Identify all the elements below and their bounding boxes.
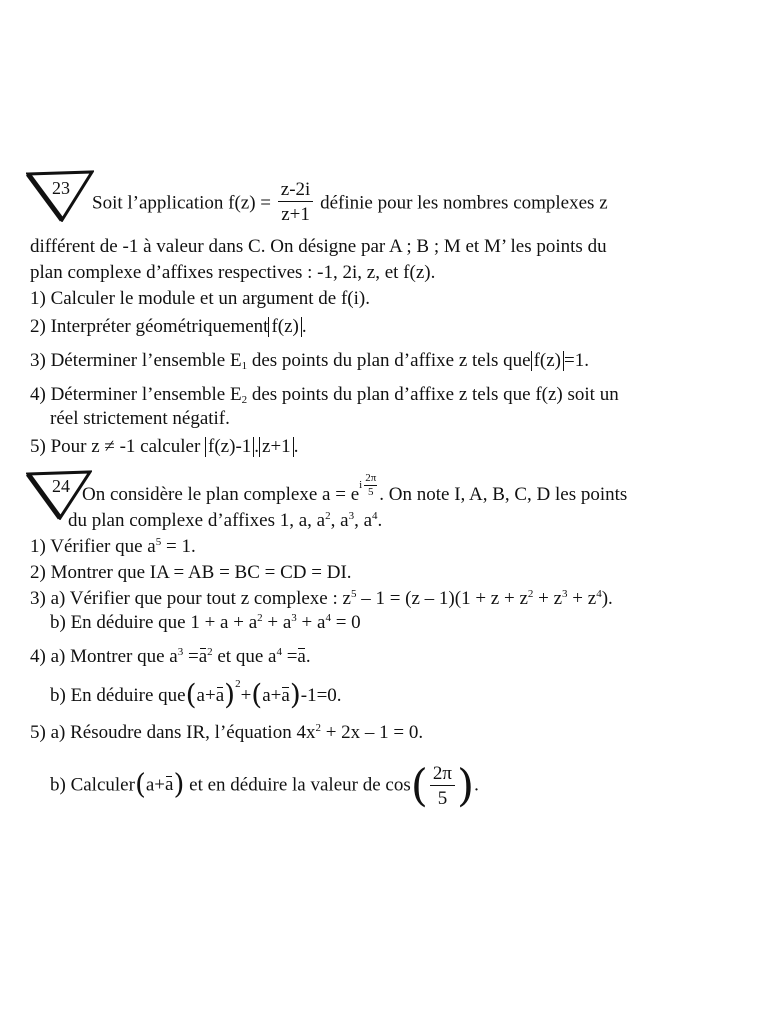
absolute-value: f(z)-1 [205, 437, 254, 457]
t: a+ [196, 685, 216, 706]
ex24-question-3a [30, 588, 613, 610]
t: ). [601, 588, 613, 609]
paren: ( [134, 767, 146, 801]
t: a+ [145, 774, 166, 796]
ex24-text: . On note I, A, B, C, D les points [379, 484, 628, 505]
t: + 2x – 1 = 0. [320, 722, 424, 743]
sup: 2 [527, 588, 534, 600]
ex24-question-1 [30, 536, 196, 558]
ex23-text: Soit l’application f(z) = [92, 192, 272, 214]
conjugate-a: a [281, 685, 290, 706]
t: 4) a) Montrer que a [30, 646, 178, 667]
t: + z [533, 588, 563, 609]
sup: 4 [372, 510, 378, 522]
t: -1=0. [300, 685, 342, 706]
t: = [183, 646, 199, 667]
ex24-question-5a [30, 722, 423, 744]
t: b) Calculer [50, 774, 135, 796]
q-text: =1. [564, 350, 589, 371]
ex23-line1 [92, 179, 608, 226]
t: , a [354, 510, 372, 531]
t: . [474, 774, 479, 796]
sup: 5 [155, 536, 162, 548]
t: + a [262, 612, 292, 633]
q-text: 2) Interpréter géométriquement [30, 316, 269, 337]
q-text: . [293, 436, 299, 457]
ex23-question-1: 1) Calculer le module et un argument de f(i). [30, 288, 370, 309]
ex23-question-4-cont: réel strictement négatif. [50, 408, 230, 429]
exercise-23-number: 23 [52, 178, 70, 198]
sup: 2 [315, 722, 321, 734]
exponent [359, 473, 379, 498]
sup: 5 [350, 588, 357, 600]
t: . [377, 510, 383, 531]
t: – 1 = (z – 1)(1 + z + z [356, 588, 528, 609]
t: a+ [262, 685, 282, 706]
paren: ( [185, 678, 197, 711]
ex23-line2: différent de -1 à valeur dans C. On désigne par A ; B ; M et M’ les points du [30, 236, 607, 257]
ex23-question-3 [30, 350, 589, 372]
exp-fraction [364, 473, 377, 498]
t: + [240, 685, 252, 706]
fraction-numerator: z-2i [278, 180, 314, 202]
ex23-line3: plan complexe d’affixes respectives : -1, 2i, z, et f(z). [30, 262, 436, 283]
absolute-value: z+1 [259, 437, 294, 457]
sup: 2 [325, 510, 331, 522]
paren: ( [410, 760, 428, 812]
fraction-denominator: 5 [367, 485, 374, 498]
paren: ) [289, 678, 301, 711]
fraction-denominator: z+1 [281, 204, 310, 225]
sup: 2 [207, 646, 213, 658]
conjugate-a: a [297, 646, 306, 667]
sup: 3 [291, 612, 297, 624]
sup: 3 [177, 646, 184, 658]
conjugate-a: a [215, 685, 225, 706]
t: , a [330, 510, 349, 531]
ex24-line2 [68, 510, 382, 532]
fraction-numerator: 2π [430, 764, 455, 786]
q-text: 5) Pour z ≠ -1 calculer [30, 436, 201, 457]
fraction-numerator: 2π [365, 471, 377, 484]
sup: 2 [257, 612, 263, 624]
t: b) En déduire que [50, 685, 186, 706]
sup: 3 [348, 510, 355, 522]
absolute-value: f(z) [531, 351, 564, 371]
t: et en déduire la valeur de cos [184, 774, 411, 796]
paren: ( [251, 678, 263, 711]
sup: 2 [235, 678, 241, 690]
ex23-question-5 [30, 436, 298, 458]
fraction [430, 764, 455, 808]
ex24-question-2: 2) Montrer que IA = AB = BC = CD = DI. [30, 562, 352, 583]
t: et que a [212, 646, 277, 667]
t: = [281, 646, 298, 667]
q-text: . [301, 316, 307, 337]
fraction [278, 180, 314, 224]
q-text: 3) Déterminer l’ensemble E [30, 350, 242, 371]
sup: 3 [562, 588, 568, 600]
dot: . [254, 436, 260, 457]
fraction-denominator: 5 [437, 788, 448, 809]
q-text: des points du plan d’affixe z tels que f(z) soit un [247, 384, 619, 405]
ex23-question-2 [30, 316, 307, 338]
q-text: 4) Déterminer l’ensemble E [30, 384, 242, 405]
exp-i: i [359, 479, 363, 491]
t: + a [296, 612, 326, 633]
subscript: 1 [241, 360, 248, 372]
ex23-text: définie pour les nombres complexes z [320, 192, 608, 214]
absolute-value: f(z) [268, 317, 301, 337]
t: = 0 [330, 612, 361, 633]
t: + z [567, 588, 597, 609]
ex24-question-5b [50, 760, 479, 812]
ex24-text: On considère le plan complexe a = e [82, 484, 360, 505]
paren: ) [456, 760, 475, 812]
t: = 1. [161, 536, 196, 557]
t: b) En déduire que 1 + a + a [50, 612, 258, 633]
q-text: des points du plan d’affixe z tels que [247, 350, 531, 371]
t: 3) a) Vérifier que pour tout z complexe : z [30, 588, 351, 609]
ex23-question-4 [30, 384, 619, 406]
t: 1) Vérifier que a [30, 536, 156, 557]
ex24-question-4a [30, 646, 311, 668]
paren: ) [224, 678, 236, 711]
sup: 4 [276, 646, 282, 658]
ex24-question-3b [50, 612, 361, 634]
sup: 4 [596, 588, 602, 600]
exercise-24-number: 24 [52, 476, 70, 496]
t: 5) a) Résoudre dans IR, l’équation 4x [30, 722, 316, 743]
conjugate-a: a [198, 646, 208, 667]
paren: ) [173, 767, 185, 801]
ex24-question-4b [50, 678, 342, 711]
t: . [305, 646, 311, 667]
t: du plan complexe d’affixes 1, a, a [68, 510, 326, 531]
subscript: 2 [241, 394, 248, 406]
exercise-23-badge [26, 170, 94, 222]
conjugate-a: a [165, 774, 174, 796]
sup: 4 [325, 612, 331, 624]
